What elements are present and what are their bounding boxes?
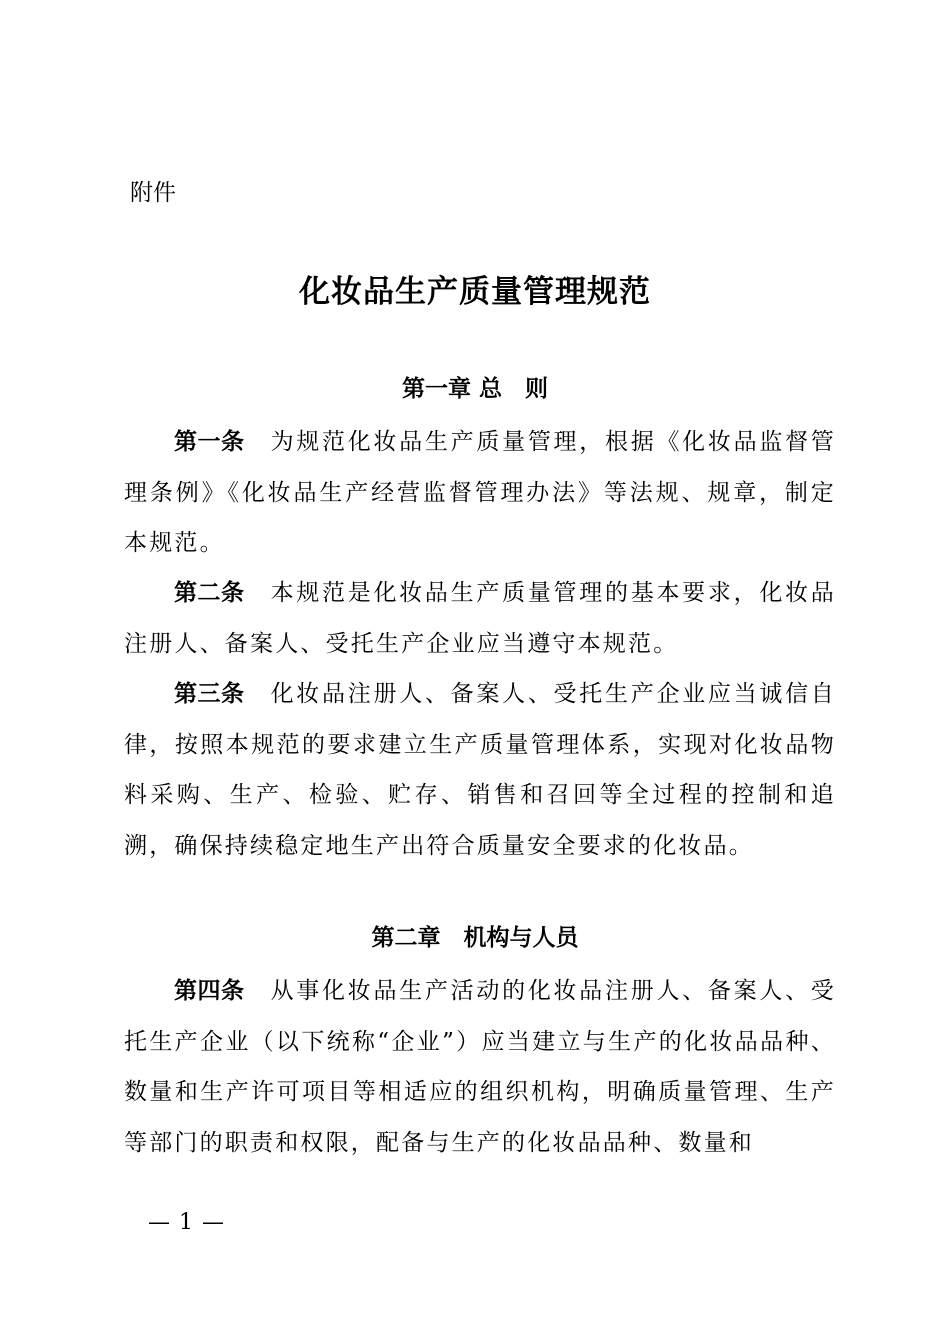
article-text: 化妆品注册人、备案人、受托生产企业应当诚信自律，按照本规范的要求建立生产质量管理体系，实现对化妆品物料采购、生产、检验、贮存、销售和召回等全过程的控制和追溯，确保持续稳定地生产出符合质量安全要求的化妆品。 [124,681,836,859]
article-paragraph [124,417,836,569]
article-text: 为规范化妆品生产质量管理，根据《化妆品监督管理条例》《化妆品生产经营监督管理办法》等法规、规章，制定本规范。 [124,429,836,556]
chapter-heading: 第一章 总 则 [401,375,548,402]
article-number: 第三条 [174,681,245,707]
article-number: 第一条 [174,429,245,455]
page-number: — 1 — [148,1210,225,1235]
attachment-label: 附件 [130,180,176,206]
article-text: 本规范是化妆品生产质量管理的基本要求，化妆品注册人、备案人、受托生产企业应当遵守本规范。 [124,580,836,657]
article-paragraph [124,669,836,871]
document-title: 化妆品生产质量管理规范 [299,274,651,310]
article-paragraph [124,568,836,669]
chapter-heading: 第二章 机构与人员 [371,924,579,951]
article-text: 从事化妆品生产活动的化妆品注册人、备案人、受托生产企业（以下统称“企业”）应当建立与生产的化妆品品种、数量和生产许可项目等相适应的组织机构，明确质量管理、生产等部门的职责和权限，配备与生产的化妆品品种、数量和 [124,978,836,1156]
article-number: 第四条 [174,978,245,1004]
article-paragraph [124,966,836,1168]
article-number: 第二条 [174,580,245,606]
